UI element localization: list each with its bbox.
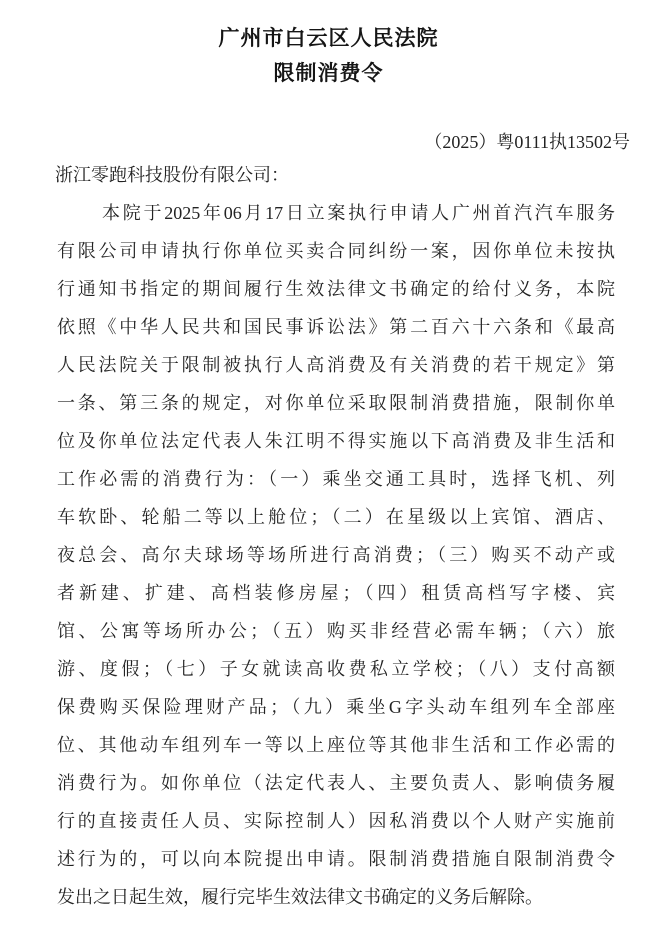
body-line: 位及你单位法定代表人朱江明不得实施以下高消费及非生活和 bbox=[57, 431, 615, 451]
body-line: 行的直接责任人员、实际控制人）因私消费以个人财产实施前 bbox=[57, 811, 615, 831]
body-line: 一条、第三条的规定，对你单位采取限制消费措施，限制你单 bbox=[57, 393, 615, 413]
case-number: （2025）粤0111执13502号 bbox=[424, 132, 630, 152]
body-line: 保费购买保险理财产品；（九）乘坐G字头动车组列车全部座 bbox=[57, 697, 615, 717]
body-line: 发出之日起生效，履行完毕生效法律文书确定的义务后解除。 bbox=[57, 887, 543, 907]
addressee-company-name: 浙江零跑科技股份有限公司： bbox=[55, 165, 289, 185]
body-line: 游、度假；（七）子女就读高收费私立学校；（八）支付高额 bbox=[57, 659, 615, 679]
body-line: 馆、公寓等场所办公；（五）购买非经营必需车辆；（六）旅 bbox=[57, 621, 615, 641]
body-line: 有限公司申请执行你单位买卖合同纠纷一案，因你单位未按执 bbox=[57, 241, 615, 261]
body-line: 位、其他动车组列车一等以上座位等其他非生活和工作必需的 bbox=[57, 735, 615, 755]
court-name: 广州市白云区人民法院 bbox=[218, 26, 439, 50]
body-line: 者新建、扩建、高档装修房屋；（四）租赁高档写字楼、宾 bbox=[57, 583, 615, 603]
body-line: 消费行为。如你单位（法定代表人、主要负责人、影响债务履 bbox=[57, 773, 615, 793]
body-line: 述行为的，可以向本院提出申请。限制消费措施自限制消费令 bbox=[57, 849, 615, 869]
body-line: 车软卧、轮船二等以上舱位；（二）在星级以上宾馆、酒店、 bbox=[57, 507, 615, 527]
body-line: 依照《中华人民共和国民事诉讼法》第二百六十六条和《最高 bbox=[57, 317, 615, 337]
body-line: 行通知书指定的期间履行生效法律文书确定的给付义务，本院 bbox=[57, 279, 615, 299]
document-title: 限制消费令 bbox=[273, 61, 384, 85]
body-paragraph bbox=[57, 194, 615, 916]
body-line: 夜总会、高尔夫球场等场所进行高消费；（三）购买不动产或 bbox=[57, 545, 615, 565]
body-line: 工作必需的消费行为：（一）乘坐交通工具时，选择飞机、列 bbox=[57, 469, 615, 489]
document-header bbox=[0, 0, 657, 86]
body-line: 本院于2025年06月17日立案执行申请人广州首汽汽车服务 bbox=[102, 203, 615, 223]
body-line: 人民法院关于限制被执行人高消费及有关消费的若干规定》第 bbox=[57, 355, 615, 375]
